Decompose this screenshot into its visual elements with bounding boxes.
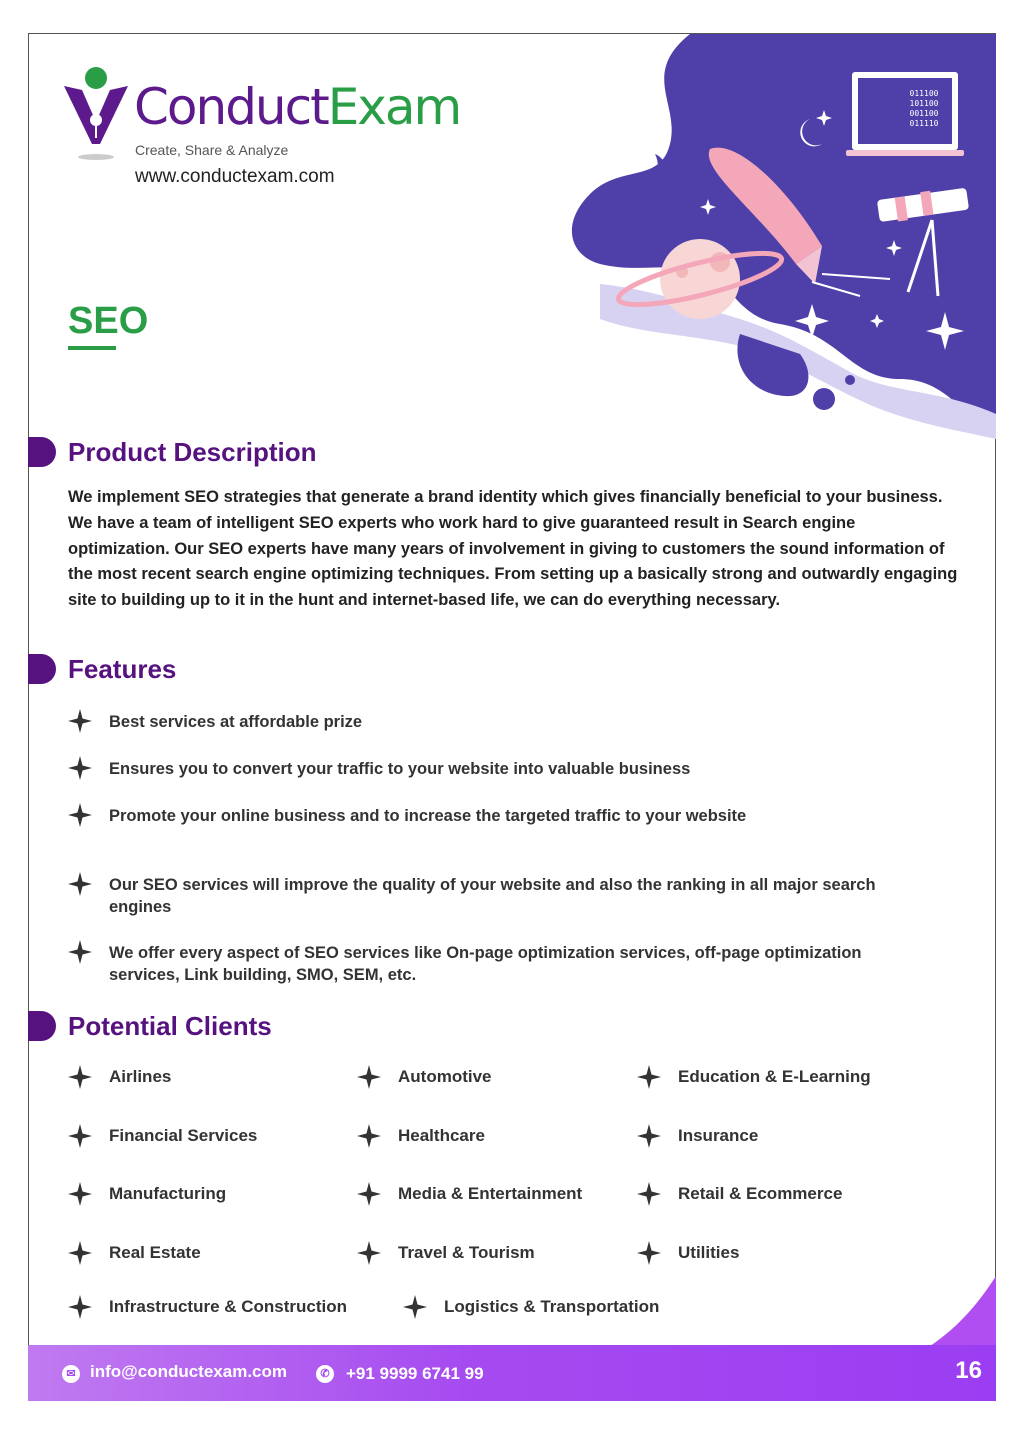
heading-potential-clients: Potential Clients <box>68 1011 272 1041</box>
four-point-star-icon <box>357 1182 381 1206</box>
four-point-star-icon <box>68 1182 92 1206</box>
brand-name <box>134 78 460 136</box>
four-point-star-icon <box>637 1182 661 1206</box>
four-point-star-icon <box>68 1295 92 1319</box>
footer-phone-link[interactable]: +91 9999 6741 99 <box>346 1364 484 1383</box>
client-label: Insurance <box>678 1126 759 1145</box>
four-point-star-icon <box>357 1124 381 1148</box>
four-point-star-icon <box>68 1241 92 1265</box>
heading-features: Features <box>68 654 177 684</box>
four-point-star-icon <box>68 709 92 733</box>
four-point-star-icon <box>68 1124 92 1148</box>
product-description-text: We implement SEO strategies that generate a brand identity which gives financially beneficial to your business. We have a team of intelligent SEO experts who work hard to give guaranteed result in Search engine optimization. Our SEO experts have many years of involvement in giving to customers the sound information of the most recent search engine optimizing techniques. From setting up a basically strong and outwardly engaging site to building up to it in the hunt and internet-based life, we can do everything necessary. <box>68 488 958 610</box>
orb-dot <box>845 375 855 385</box>
space-illustration <box>560 34 996 454</box>
envelope-icon: ✉ <box>62 1365 80 1383</box>
title-underline <box>68 346 116 350</box>
feature-text: Best services at affordable prize <box>109 713 363 731</box>
feature-text: Promote your online business and to increase the targeted traffic to your website <box>109 807 747 825</box>
phone-icon: ✆ <box>316 1365 334 1383</box>
client-label: Retail & Ecommerce <box>678 1184 843 1203</box>
client-label: Automotive <box>398 1067 492 1086</box>
brand-tagline: Create, Share & Analyze <box>135 142 289 158</box>
binary-line: 011110 <box>909 119 939 128</box>
client-label: Media & Entertainment <box>398 1184 583 1203</box>
client-label: Healthcare <box>398 1126 485 1145</box>
orb-small <box>672 155 684 167</box>
four-point-star-icon <box>68 872 92 896</box>
client-label: Manufacturing <box>109 1184 227 1203</box>
footer-corner-accent <box>930 1276 996 1346</box>
laptop-icon <box>846 72 964 156</box>
client-label: Logistics & Transportation <box>444 1297 660 1316</box>
footer-bar <box>28 1345 996 1401</box>
binary-line: 101100 <box>909 99 939 108</box>
four-point-star-icon <box>68 940 92 964</box>
client-label: Education & E-Learning <box>678 1067 871 1086</box>
client-label: Utilities <box>678 1243 740 1262</box>
footer-email-link[interactable]: info@conductexam.com <box>90 1362 287 1381</box>
orb-bottom <box>813 388 835 410</box>
client-label: Airlines <box>109 1067 172 1086</box>
four-point-star-icon <box>357 1241 381 1265</box>
four-point-star-icon <box>403 1295 427 1319</box>
brand-url-link[interactable]: www.conductexam.com <box>135 166 335 187</box>
binary-line: 011100 <box>909 89 939 98</box>
four-point-star-icon <box>68 1065 92 1089</box>
brand-name-part1: Conduct <box>134 78 328 136</box>
page-title: SEO <box>68 300 149 342</box>
feature-text: Ensures you to convert your traffic to your website into valuable business <box>109 760 691 778</box>
four-point-star-icon <box>357 1065 381 1089</box>
binary-line: 001100 <box>909 109 939 118</box>
client-label: Infrastructure & Construction <box>109 1297 348 1316</box>
four-point-star-icon <box>637 1124 661 1148</box>
client-label: Financial Services <box>109 1126 258 1145</box>
feature-text: Our SEO services will improve the quality of your website and also the ranking in all major search engines <box>109 876 876 916</box>
four-point-star-icon <box>68 756 92 780</box>
brand-logo[interactable] <box>62 64 502 194</box>
brand-name-part2: Exam <box>327 78 461 136</box>
client-label: Real Estate <box>109 1243 201 1262</box>
feature-text: We offer every aspect of SEO services like On-page optimization services, off-page optimization services, Link building, SMO, SEM, etc. <box>109 944 862 984</box>
logo-pen-icon <box>62 64 134 164</box>
client-label: Travel & Tourism <box>398 1243 535 1262</box>
four-point-star-icon <box>68 803 92 827</box>
four-point-star-icon <box>637 1065 661 1089</box>
page-number: 16 <box>955 1357 982 1384</box>
heading-product-description: Product Description <box>68 437 317 467</box>
four-point-star-icon <box>637 1241 661 1265</box>
